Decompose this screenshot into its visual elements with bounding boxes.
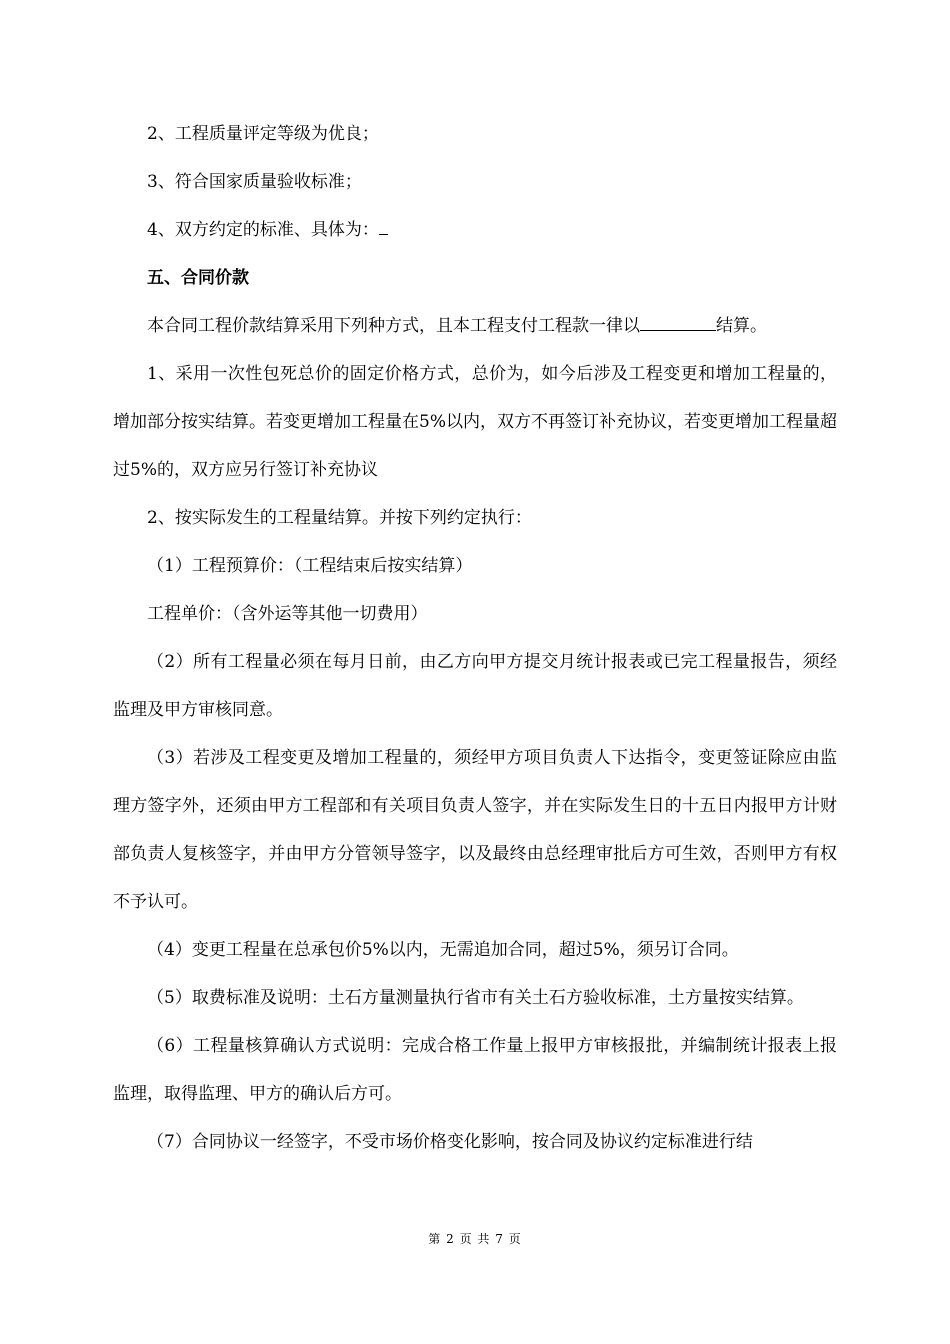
paragraph-agreed-standard <box>113 206 837 254</box>
footer-total-pages: 7 <box>495 1232 504 1246</box>
footer-middle: 页 共 <box>459 1232 491 1246</box>
page-footer <box>0 1230 950 1247</box>
footer-suffix: 页 <box>508 1232 522 1246</box>
paragraph-price-fixed: （7）合同协议一经签字，不受市场价格变化影响，按合同及协议约定标准进行结 <box>147 1132 753 1152</box>
paragraph-actual-quantity: 2、按实际发生的工程量结算。并按下列约定执行： <box>147 508 532 528</box>
paragraph-change-limit: （4）变更工程量在总承包价5%以内，无需追加合同，超过5%，须另订合同。 <box>147 940 739 960</box>
document-body <box>113 110 837 1166</box>
settlement-method-suffix: 结算。 <box>716 316 767 336</box>
section-heading-contract-price: 五、合同价款 <box>147 268 249 288</box>
paragraph-quality-grade: 2、工程质量评定等级为优良； <box>147 124 379 144</box>
paragraph-fee-standard: （5）取费标准及说明：土石方量测量执行省市有关土石方验收标准，土方量按实结算。 <box>147 988 804 1008</box>
paragraph-fixed-price: 1、采用一次性包死总价的固定价格方式，总价为，如今后涉及工程变更和增加工程量的，增加部分按实结算。若变更增加工程量在5%以内，双方不再签订补充协议，若变更增加工程量超过5%的，双方应另行签订补充协议 <box>113 364 837 480</box>
paragraph-quantity-confirmation: （6）工程量核算确认方式说明：完成合格工作量上报甲方审核报批，并编制统计报表上报监理，取得监理、甲方的确认后方可。 <box>113 1036 837 1104</box>
paragraph-change-order: （3）若涉及工程变更及增加工程量的，须经甲方项目负责人下达指令，变更签证除应由监理方签字外，还须由甲方工程部和有关项目负责人签字，并在实际发生日的十五日内报甲方计财部负责人复核签字，并由甲方分管领导签字，以及最终由总经理审批后方可生效，否则甲方有权不予认可。 <box>113 748 837 912</box>
settlement-currency-blank <box>640 314 716 331</box>
paragraph-monthly-report: （2）所有工程量必须在每月日前，由乙方向甲方提交月统计报表或已完工程量报告，须经监理及甲方审核同意。 <box>113 652 837 720</box>
paragraph-settlement-method <box>113 302 837 350</box>
footer-prefix: 第 <box>428 1232 442 1246</box>
footer-current-page: 2 <box>446 1232 455 1246</box>
paragraph-national-standard: 3、符合国家质量验收标准； <box>147 172 362 192</box>
agreed-standard-blank <box>379 218 388 235</box>
paragraph-unit-price: 工程单价：（含外运等其他一切费用） <box>147 604 428 624</box>
settlement-method-text: 本合同工程价款结算采用下列种方式，且本工程支付工程款一律以 <box>147 316 640 336</box>
agreed-standard-text: 4、双方约定的标准、具体为： <box>147 220 379 240</box>
paragraph-budget-price: （1）工程预算价：（工程结束后按实结算） <box>147 556 473 576</box>
